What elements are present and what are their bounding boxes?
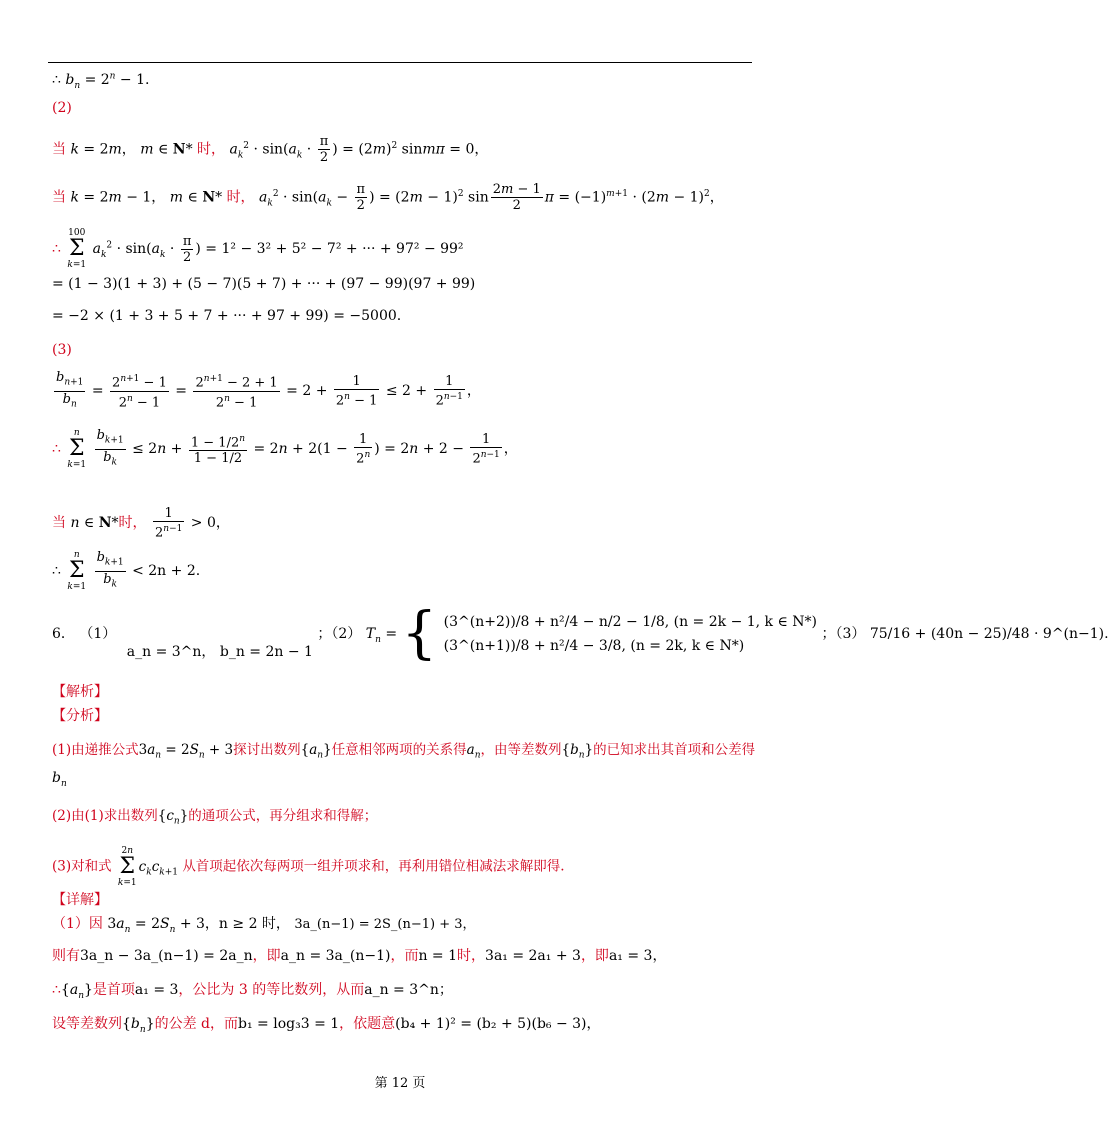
shi-text: 时， bbox=[197, 141, 226, 158]
detail-line3: $\therefore\{a_n\}$是首项a₁ = 3，公比为 3 的等比数列，从而a_n = 3^n； bbox=[52, 982, 453, 1001]
part2-sum: ∴ 100 Σ k=1 $a_k^2 \cdot \sin(a_k$ · $\frac{\pi}{2}$ ) = 1² − 3² + 5² − 7² + ··· + 97² − 99² bbox=[52, 228, 464, 270]
part2-case1: 当 k = 2m， m ∈ N* 时， $a_k^2 \cdot \sin(a_k$ · $\frac{\pi}{2}$ ) = $(2m)^2$ sinmπ = 0， bbox=[52, 134, 489, 165]
when-text: 当 bbox=[52, 141, 66, 158]
part3-cond: 当 n ∈ N*时， $\frac{1}{2^{n-1}}$ > 0， bbox=[52, 506, 230, 541]
detail-line2: 则有3a_n − 3a_(n−1) = 2a_n，即a_n = 3a_(n−1)，而n = 1时，3a₁ = 2a₁ + 3，即a₁ = 3， bbox=[52, 948, 667, 964]
page-footer: 第 12 页 bbox=[374, 1076, 426, 1091]
detail-line1: （1）因 $3a_n = 2S_n + 3$，n ≥ 2 时， 3a_(n−1) = 2S_(n−1) + 3， bbox=[52, 916, 476, 935]
sum-expr: = 1² − 3² + 5² − 7² + ··· + 97² − 99² bbox=[205, 241, 464, 257]
q6-an: a_n = 3^n bbox=[126, 644, 202, 660]
final-inequality: < 2n + 2. bbox=[132, 563, 201, 580]
jiexi-heading: 【解析】 bbox=[52, 684, 108, 700]
q6-bn: b_n = 2n − 1 bbox=[219, 644, 313, 660]
header-rule bbox=[48, 62, 752, 63]
part3-sum: ∴ n Σ k=1 $\frac{b_{k+1}}{b_k}$ ≤ 2n + $\frac{1 - 1/2^n}{1 - 1/2}$ = 2n + 2(1 − $\frac{1}{2^n}$ ) = 2n + 2 − $\frac{1}{2^{n-1}}$ ， bbox=[52, 428, 518, 471]
part3-final: ∴ n Σ k=1 $\frac{b_{k+1}}{b_k}$ < 2n + 2. bbox=[52, 550, 201, 593]
analysis-step3: (3)对和式 2n Σ k=1 $c_kc_{k+1}$ 从首项起依次每两项一组并项求和，再利用错位相减法求解即得. bbox=[52, 846, 565, 888]
part2-label: (2) bbox=[52, 100, 72, 116]
detail-line4: 设等差数列$\{b_n\}$的公差 d，而b₁ = log₃3 = 1，依题意(b₄ + 1)² = (b₂ + 5)(b₆ − 3)， bbox=[52, 1016, 601, 1035]
part3-ratio: $\frac{b_{n+1}}{b_n}$ = $\frac{2^{n+1} - 1}{2^n - 1}$ = $\frac{2^{n+1} - 2 + 1}{2^n - 1}$ = 2 + $\frac{1}{2^n - 1}$ ≤ 2 + $\frac{1}{2^{n-1}}$ ， bbox=[56, 370, 481, 410]
analysis-step2: (2)由(1)求出数列$\{c_n\}$的通项公式，再分组求和得解； bbox=[52, 808, 378, 827]
tn-odd: (3^(n+2))/8 + n²/4 − n/2 − 1/8, (n = 2k − 1, k ∈ N*) bbox=[443, 614, 818, 630]
analysis-step1-bn: $b_n$ bbox=[52, 770, 67, 789]
fenxi-heading: 【分析】 bbox=[52, 708, 108, 724]
part2-case2: 当 k = 2m − 1， m ∈ N* 时， $a_k^2 \cdot \sin(a_k$ − $\frac{\pi}{2}$ ) = $(2m - 1)^2$ sin $\frac{2m - 1}{2}$ $\pi = (-1)^{m+1} \cdot (2m - 1)^2$， bbox=[52, 182, 724, 213]
q6-answer-row: 6． （1） a_n = 3^n， b_n = 2n − 1 ；（2） $T_n$ = { (3^(n+2))/8 + n²/4 − n/2 − 1/8, (n = 2k − 1, k ∈ N*) (3^(n+1))/8 + n²/4 − 3/8, (n = 2k, k ∈ N*) ；（3） 75/16 + (40n − 25)/48 · 9^(n−1). bbox=[52, 601, 1109, 666]
part2-line3: = −2 × (1 + 3 + 5 + 7 + ··· + 97 + 99) = −5000. bbox=[52, 308, 402, 324]
q6-ans3: 75/16 + (40n − 25)/48 · 9^(n−1). bbox=[869, 626, 1109, 642]
q6-number: 6． bbox=[52, 626, 75, 642]
part2-line2: = (1 − 3)(1 + 3) + (5 − 7)(5 + 7) + ··· + (97 − 99)(97 + 99) bbox=[52, 276, 476, 292]
part3-label: (3) bbox=[52, 342, 72, 358]
analysis-step1: (1)由递推公式$3a_n = 2S_n + 3$探讨出数列$\{a_n\}$任意相邻两项的关系得$a_n$，由等差数列$\{b_n\}$的已知求出其首项和公差得 bbox=[52, 742, 756, 761]
part1-conclusion: ∴ $b_n = 2^n - 1$. bbox=[52, 71, 150, 91]
tn-even: (3^(n+1))/8 + n²/4 − 3/8, (n = 2k, k ∈ N*) bbox=[443, 638, 745, 654]
detail-heading: 【详解】 bbox=[52, 892, 108, 908]
